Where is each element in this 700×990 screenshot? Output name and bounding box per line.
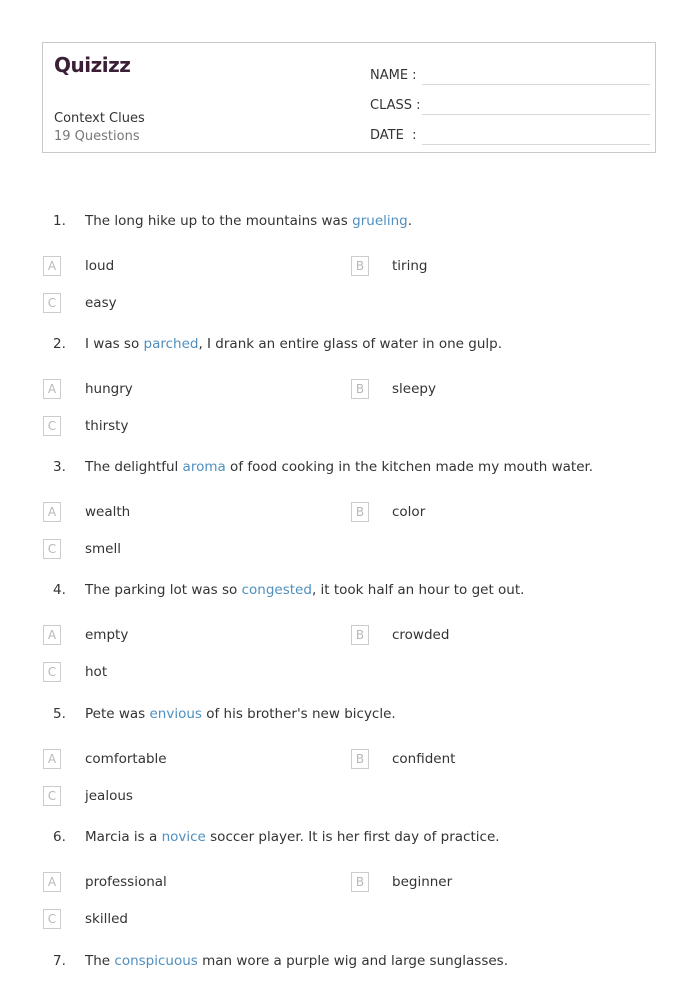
text-after: man wore a purple wig and large sunglasses.: [197, 953, 508, 969]
option-letter-box: B: [351, 379, 369, 399]
question-number: 6.: [53, 829, 66, 845]
text-after: .: [407, 213, 413, 229]
name-line[interactable]: [422, 83, 650, 85]
option-letter-box: B: [351, 502, 369, 522]
option-letter-box: B: [351, 256, 369, 276]
date-field[interactable]: [370, 119, 650, 149]
question-count: 19 Questions: [54, 129, 140, 144]
option-a[interactable]: [43, 255, 115, 277]
text-before: The: [85, 953, 115, 969]
option-text: jealous: [85, 788, 133, 804]
question-text: [85, 829, 500, 845]
keyword: congested: [241, 582, 312, 598]
text-before: The parking lot was so: [85, 582, 242, 598]
class-field[interactable]: [370, 89, 650, 119]
option-letter-box: C: [43, 662, 61, 682]
text-after: soccer player. It is her first day of practice.: [205, 829, 500, 845]
quiz-title: Context Clues: [54, 111, 145, 126]
option-text: confident: [392, 751, 456, 767]
option-letter-box: B: [351, 749, 369, 769]
name-label: NAME :: [370, 68, 417, 83]
option-b[interactable]: [351, 624, 450, 646]
option-text: sleepy: [392, 381, 436, 397]
option-c[interactable]: [43, 908, 128, 930]
question-number: 7.: [53, 953, 66, 969]
option-b[interactable]: [351, 748, 456, 770]
option-b[interactable]: [351, 871, 453, 893]
question-text: [85, 706, 396, 722]
option-letter-box: A: [43, 379, 61, 399]
question-text: [85, 582, 524, 598]
text-after: , it took half an hour to get out.: [311, 582, 525, 598]
keyword: conspicuous: [114, 953, 198, 969]
keyword: novice: [161, 829, 206, 845]
question-number: 3.: [53, 459, 66, 475]
keyword: aroma: [182, 459, 226, 475]
option-b[interactable]: [351, 255, 428, 277]
option-a[interactable]: [43, 624, 129, 646]
keyword: parched: [143, 336, 199, 352]
worksheet-header: [42, 42, 656, 153]
option-letter-box: C: [43, 293, 61, 313]
option-letter-box: C: [43, 909, 61, 929]
option-text: crowded: [392, 627, 450, 643]
text-after: of food cooking in the kitchen made my mouth water.: [225, 459, 594, 475]
option-letter-box: A: [43, 625, 61, 645]
name-field[interactable]: [370, 59, 650, 89]
option-b[interactable]: [351, 378, 436, 400]
option-letter-box: A: [43, 749, 61, 769]
text-after: of his brother's new bicycle.: [201, 706, 396, 722]
text-before: Marcia is a: [85, 829, 162, 845]
option-c[interactable]: [43, 661, 108, 683]
option-c[interactable]: [43, 785, 133, 807]
student-info-fields: [370, 59, 650, 149]
quizizz-logo: Quizizz: [54, 53, 131, 77]
option-text: smell: [85, 541, 121, 557]
option-text: color: [392, 504, 426, 520]
class-line[interactable]: [422, 113, 650, 115]
question-text: [85, 459, 593, 475]
question-number: 5.: [53, 706, 66, 722]
option-letter-box: B: [351, 872, 369, 892]
class-label: CLASS :: [370, 98, 421, 113]
option-c[interactable]: [43, 415, 129, 437]
option-a[interactable]: [43, 378, 133, 400]
date-label: DATE :: [370, 128, 417, 143]
text-before: The delightful: [85, 459, 183, 475]
option-text: tiring: [392, 258, 428, 274]
option-text: loud: [85, 258, 115, 274]
keyword: envious: [149, 706, 202, 722]
question-text: [85, 953, 508, 969]
option-text: skilled: [85, 911, 128, 927]
option-letter-box: A: [43, 256, 61, 276]
option-letter-box: C: [43, 416, 61, 436]
option-letter-box: A: [43, 502, 61, 522]
option-text: thirsty: [85, 418, 129, 434]
question-number: 1.: [53, 213, 66, 229]
question-text: [85, 213, 412, 229]
option-text: beginner: [392, 874, 453, 890]
option-c[interactable]: [43, 292, 117, 314]
question-number: 2.: [53, 336, 66, 352]
option-c[interactable]: [43, 538, 121, 560]
text-before: I was so: [85, 336, 144, 352]
option-a[interactable]: [43, 501, 131, 523]
option-text: comfortable: [85, 751, 167, 767]
option-a[interactable]: [43, 871, 167, 893]
option-letter-box: B: [351, 625, 369, 645]
question-number: 4.: [53, 582, 66, 598]
text-before: Pete was: [85, 706, 150, 722]
option-letter-box: C: [43, 539, 61, 559]
option-a[interactable]: [43, 748, 167, 770]
keyword: grueling: [352, 213, 408, 229]
option-text: empty: [85, 627, 129, 643]
text-after: , I drank an entire glass of water in one gulp.: [198, 336, 502, 352]
date-line[interactable]: [422, 143, 650, 145]
question-text: [85, 336, 502, 352]
text-before: The long hike up to the mountains was: [85, 213, 353, 229]
option-text: hungry: [85, 381, 133, 397]
option-text: hot: [85, 664, 108, 680]
option-letter-box: A: [43, 872, 61, 892]
option-text: wealth: [85, 504, 131, 520]
option-letter-box: C: [43, 786, 61, 806]
option-text: professional: [85, 874, 167, 890]
option-text: easy: [85, 295, 117, 311]
option-b[interactable]: [351, 501, 426, 523]
